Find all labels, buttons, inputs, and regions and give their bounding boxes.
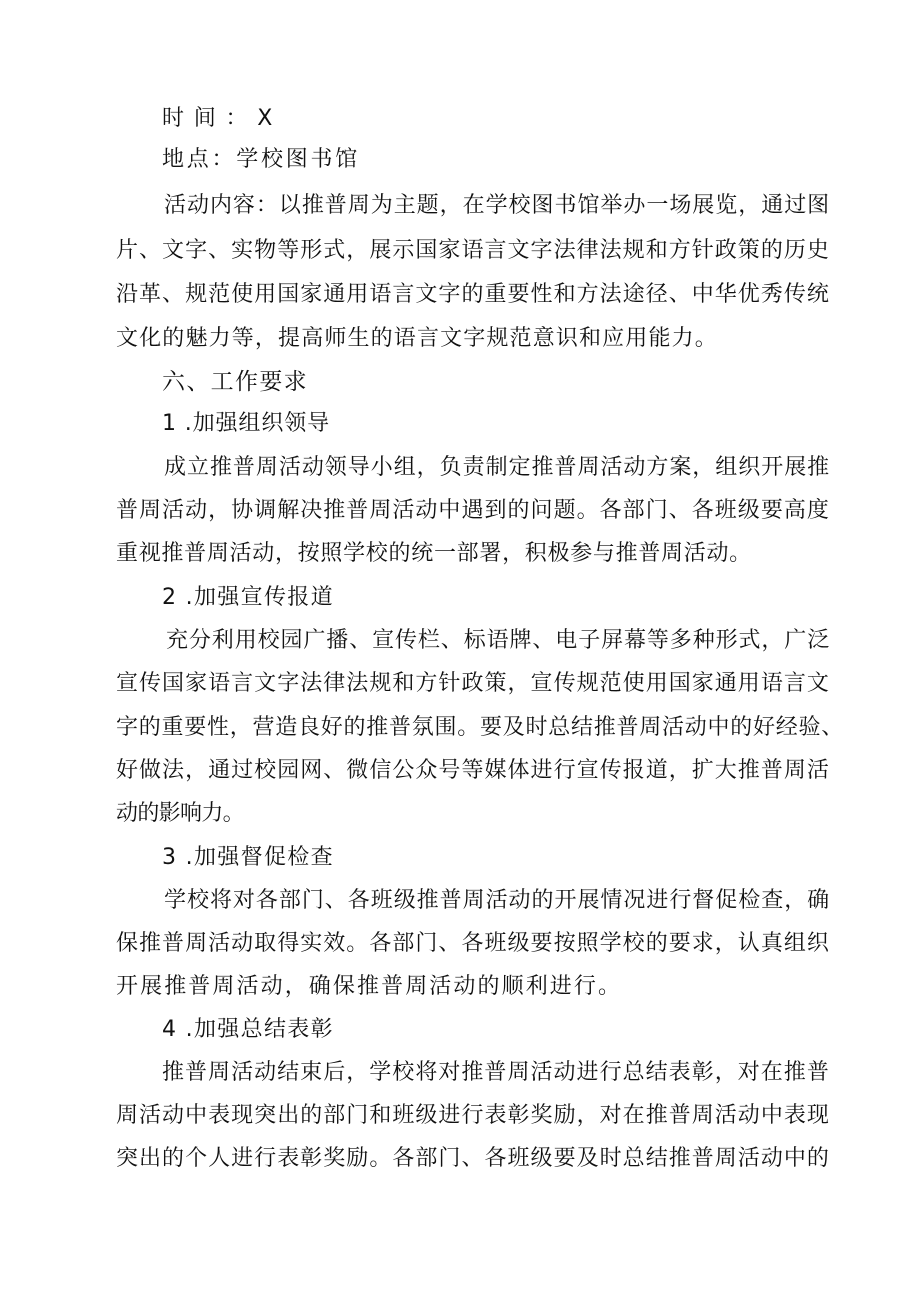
- paragraph-line: 充分利用校园广播、宣传栏、标语牌、电子屏幕等多种形式，广泛: [166, 628, 831, 653]
- paragraph-line: 周活动中表现突出的部门和班级进行表彰奖励，对在推普周活动中表现: [116, 1103, 830, 1128]
- activity-line: 活动内容：以推普周为主题，在学校图书馆举办一场展览，通过图: [164, 193, 831, 218]
- paragraph-line: 宣传国家语言文字法律法规和方针政策，宣传规范使用国家通用语言文: [116, 671, 830, 696]
- paragraph-line: 开展推普周活动，确保推普周活动的顺利进行。: [116, 974, 623, 999]
- paragraph-line: 突出的个人进行表彰奖励。各部门、各班级要及时总结推普周活动中的: [116, 1146, 830, 1171]
- activity-line: 沿革、规范使用国家通用语言文字的重要性和方法途径、中华优秀传统: [116, 282, 830, 307]
- paragraph-line: 动的影响力。: [116, 801, 244, 826]
- paragraph-line: 推普周活动结束后，学校将对推普周活动进行总结表彰，对在推普: [162, 1060, 830, 1085]
- paragraph-line: 普周活动，协调解决推普周活动中遇到的问题。各部门、各班级要高度: [116, 498, 830, 523]
- requirement-title: 3 .加强督促检查: [162, 845, 334, 870]
- paragraph-line: 成立推普周活动领导小组，负责制定推普周活动方案，组织开展推: [164, 455, 831, 480]
- section-title: 六、工作要求: [162, 369, 308, 395]
- paragraph-line: 保推普周活动取得实效。各部门、各班级要按照学校的要求，认真组织: [116, 931, 830, 956]
- paragraph-line: 好做法，通过校园网、微信公众号等媒体进行宣传报道，扩大推普周活: [116, 758, 830, 783]
- activity-line: 片、文字、实物等形式，展示国家语言文字法律法规和方针政策的历史: [116, 238, 830, 263]
- time-line: 时间：X: [162, 106, 283, 131]
- requirement-title: 1 .加强组织领导: [162, 411, 330, 436]
- paragraph-line: 学校将对各部门、各班级推普周活动的开展情况进行督促检查，确: [164, 888, 831, 913]
- paragraph-line: 字的重要性，营造良好的推普氛围。要及时总结推普周活动中的好经验、: [116, 715, 845, 740]
- requirement-title: 2 .加强宣传报道: [162, 585, 334, 610]
- paragraph-line: 重视推普周活动，按照学校的统一部署，积极参与推普周活动。: [116, 541, 752, 566]
- location-line: 地点：学校图书馆: [162, 147, 361, 172]
- requirement-title: 4 .加强总结表彰: [162, 1017, 334, 1042]
- activity-line: 文化的魅力等，提高师生的语言文字规范意识和应用能力。: [116, 326, 718, 351]
